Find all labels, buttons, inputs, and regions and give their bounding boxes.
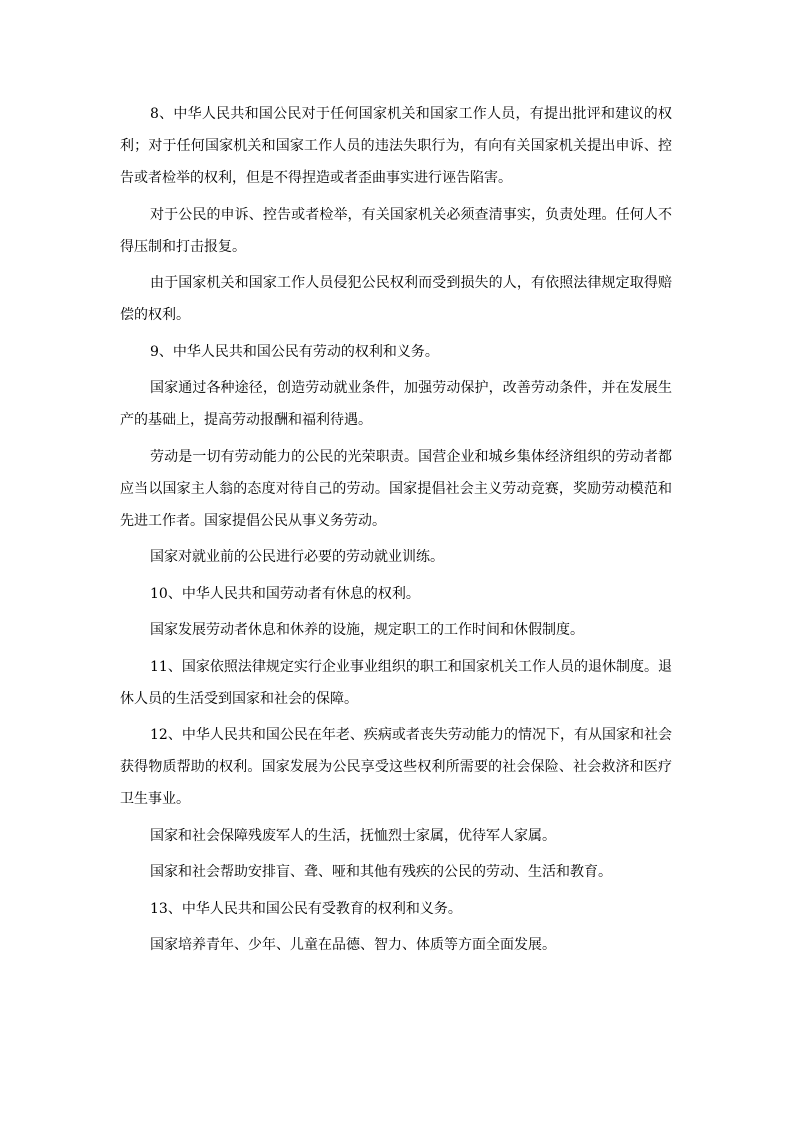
paragraph-article-10: 10、中华人民共和国劳动者有休息的权利。 [150, 585, 420, 602]
paragraph-article-9: 9、中华人民共和国公民有劳动的权利和义务。 [150, 343, 439, 360]
paragraph-article-8: 8、中华人民共和国公民对于任何国家机关和国家工作人员，有提出批评和建议的权利；对于任何国家机关和国家工作人员的违法失职行为，有向有关国家机关提出申诉、控告或者检举的权利，但是不得捏造或者歪曲事实进行诬告陷害。 [120, 106, 672, 186]
paragraph-article-11: 11、国家依照法律规定实行企业事业组织的职工和国家机关工作人员的退休制度。退休人员的生活受到国家和社会的保障。 [120, 658, 672, 707]
paragraph-disabled-support: 国家和社会帮助安排盲、聋、哑和其他有残疾的公民的劳动、生活和教育。 [150, 864, 612, 880]
document-page [120, 98, 672, 966]
paragraph-compensation: 由于国家机关和国家工作人员侵犯公民权利而受到损失的人，有依照法律规定取得赔偿的权利。 [120, 275, 672, 323]
paragraph-rest-facilities: 国家发展劳动者休息和休养的设施，规定职工的工作时间和休假制度。 [150, 622, 584, 638]
paragraph-article-12: 12、中华人民共和国公民在年老、疾病或者丧失劳动能力的情况下，有从国家和社会获得物质帮助的权利。国家发展为公民享受这些权利所需要的社会保险、社会救济和医疗卫生事业。 [120, 727, 672, 807]
paragraph-employment-conditions: 国家通过各种途径，创造劳动就业条件，加强劳动保护，改善劳动条件，并在发展生产的基础上，提高劳动报酬和福利待遇。 [120, 380, 672, 428]
paragraph-article-13: 13、中华人民共和国公民有受教育的权利和义务。 [150, 900, 462, 917]
paragraph-veterans: 国家和社会保障残废军人的生活，抚恤烈士家属，优待军人家属。 [150, 827, 556, 844]
paragraph-employment-training: 国家对就业前的公民进行必要的劳动就业训练。 [150, 549, 444, 565]
paragraph-complaint-handling: 对于公民的申诉、控告或者检举，有关国家机关必须查清事实，负责处理。任何人不得压制和打击报复。 [120, 206, 672, 255]
paragraph-youth-development: 国家培养青年、少年、儿童在品德、智力、体质等方面全面发展。 [150, 937, 556, 953]
paragraph-labor-duty: 劳动是一切有劳动能力的公民的光荣职责。国营企业和城乡集体经济组织的劳动者都应当以国家主人翁的态度对待自己的劳动。国家提倡社会主义劳动竞赛，奖励劳动模范和先进工作者。国家提倡公民从事义务劳动。 [120, 448, 672, 529]
